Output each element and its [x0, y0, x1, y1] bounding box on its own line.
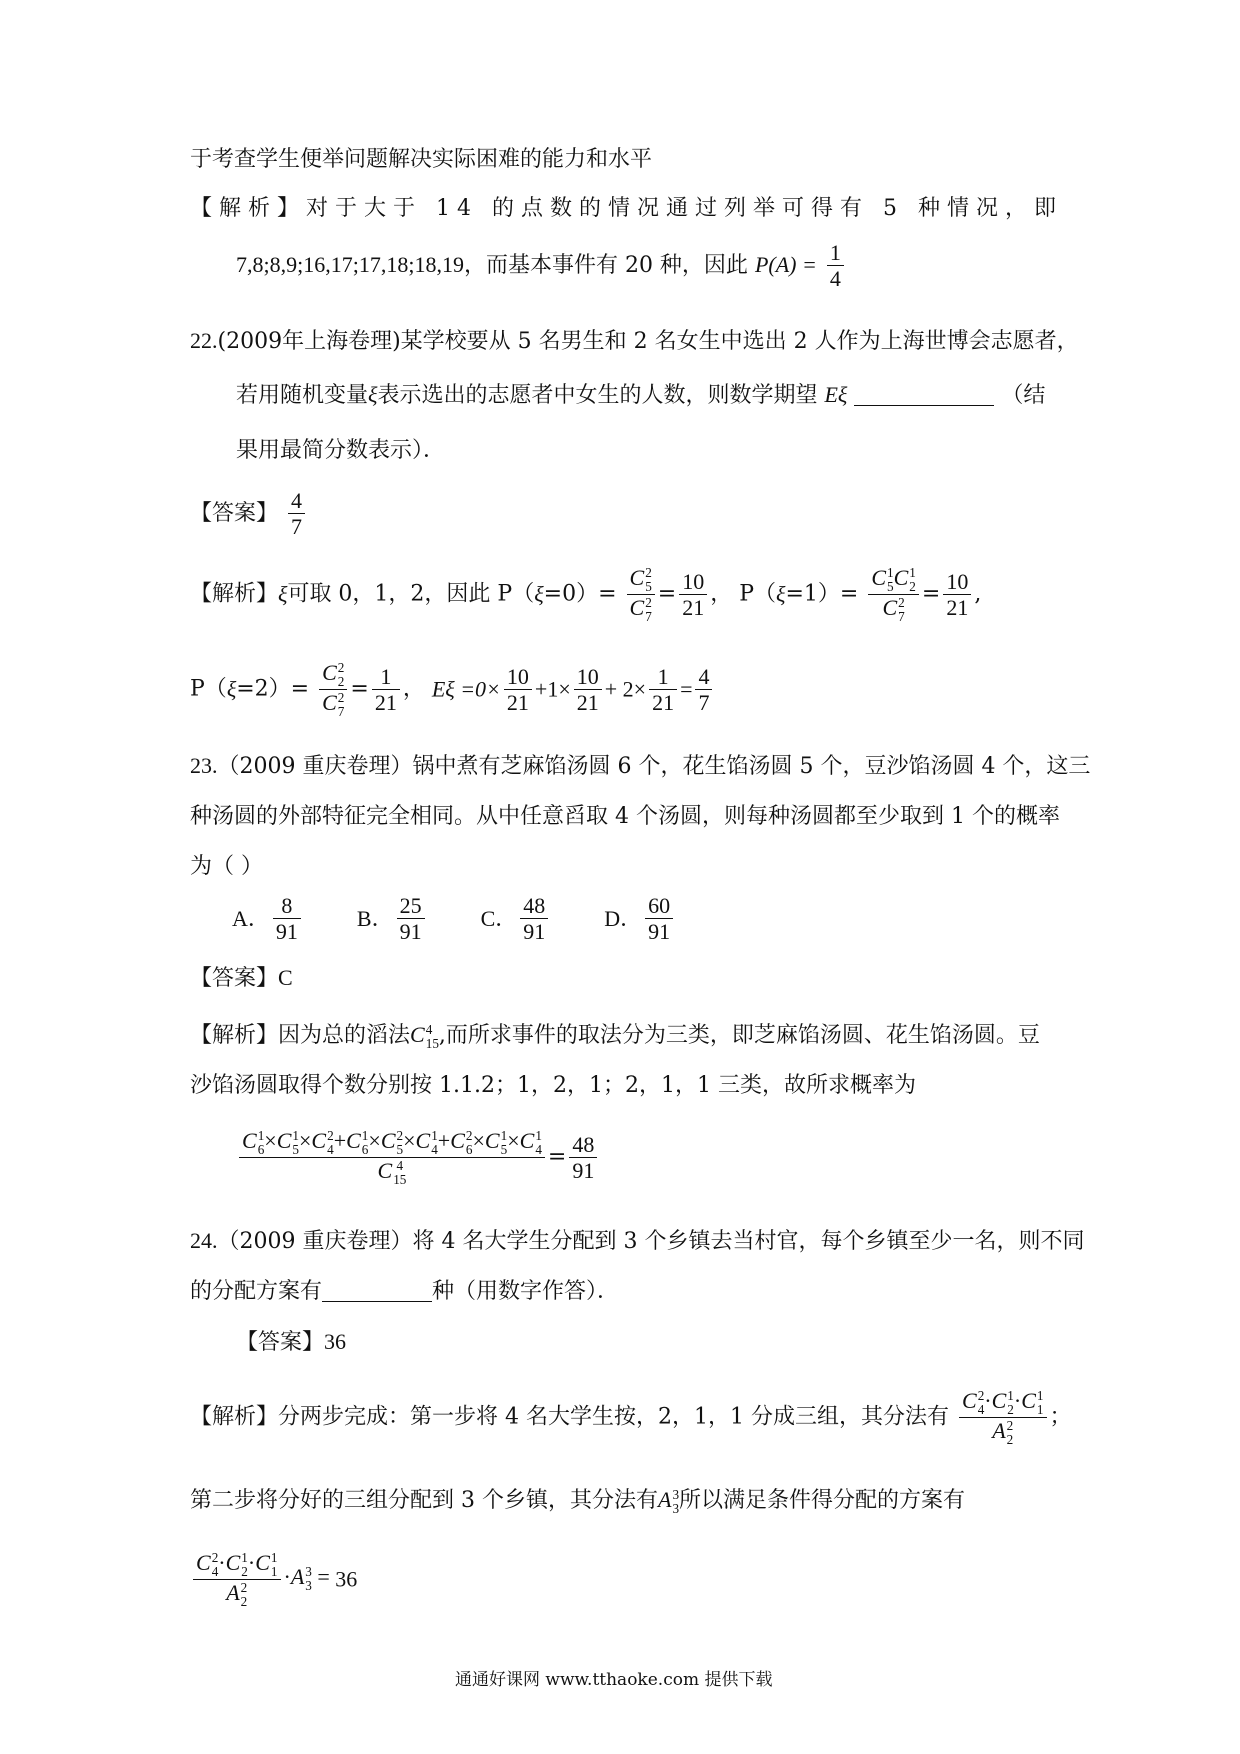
q23-line1	[190, 755, 1090, 778]
combination-fraction: C 1 6 ×C 1 5 ×C 2 4 +C 1 6 ×C 2 5 ×C 1 4 +C 2 6 ×C 1 5 ×C 1 4 C 4 15	[239, 1128, 545, 1187]
combination-fraction: C 1 5 C 1 2 C 2 7	[868, 565, 919, 624]
answer-label: 【答案】	[190, 500, 279, 526]
question-source: (2009年上海卷理)	[217, 329, 401, 354]
q23-line2: 种汤圆的外部特征完全相同。从中任意舀取 4 个汤圆，则每种汤圆都至少取到 1 个的概率	[190, 804, 1060, 829]
q24-line1	[190, 1230, 1084, 1253]
option-c: C． $\frac{48}{91}$	[481, 906, 552, 931]
combination-fraction: C 2 5 C 2 7	[627, 565, 655, 624]
fraction: $\frac{48}{91}$	[569, 1132, 597, 1184]
xi-symbol: ξ	[368, 382, 378, 407]
combination-fraction: C 2 4 ·C 1 2 ·C 1 1 A 2 2	[193, 1550, 281, 1609]
fraction: $\frac{1}{21}$	[372, 664, 400, 716]
q23-probability-formula: C 1 6 ×C 1 5 ×C 2 4 +C 1 6 ×C 2 5 ×C 1 4 +C 2 6 ×C 1 5 ×C 1 4 C 4 15 = $\frac{48}{91}$	[236, 1128, 600, 1187]
combination-fraction: C 2 2 C 2 7	[319, 660, 347, 719]
analysis-list: 7,8;8,9;16,17;17,18;18,19	[236, 251, 464, 277]
prob-expr: P(A) =	[754, 251, 817, 277]
question-source: （2009 重庆卷理）	[217, 1229, 413, 1254]
analysis-label: 【解析】	[190, 581, 279, 607]
q21-analysis-line1	[190, 198, 1063, 220]
question-text: 将 4 名大学生分配到 3 个乡镇去当村官，每个乡镇至少一名，则不同	[412, 1229, 1085, 1254]
answer-blank	[322, 1301, 432, 1302]
q21-analysis-line2	[236, 240, 847, 292]
q24-answer	[236, 1331, 346, 1354]
question-text: 锅中煮有芝麻馅汤圆 6 个，花生馅汤圆 5 个，豆沙馅汤圆 4 个，这三	[412, 754, 1091, 779]
fraction: $\frac{1}{4}$	[827, 240, 844, 292]
fraction: $\frac{10}{21}$	[574, 664, 602, 716]
question-source: （2009 重庆卷理）	[217, 754, 413, 779]
question-number: 22.	[190, 328, 218, 353]
final-result: 36	[335, 1566, 358, 1592]
intro-line: 于考查学生便举问题解决实际困难的能力和水平	[190, 147, 653, 172]
q23-analysis-line2: 沙馅汤圆取得个数分别按 1.1.2；1，2，1；2，1，1 三类，故所求概率为	[190, 1073, 916, 1098]
answer-label: 【答案】	[190, 966, 279, 991]
q22-line3: 果用最简分数表示）．	[236, 438, 446, 463]
q23-analysis-line1: 【解析】因为总的滔法C 4 15 ,而所求事件的取法分为三类，即芝麻馅汤圆、花生馅汤圆。豆	[190, 1021, 1040, 1051]
fraction: $\frac{4}{7}$	[695, 664, 712, 716]
q22-line1	[190, 330, 1079, 353]
fraction: $\frac{10}{21}$	[943, 569, 971, 621]
fraction: $\frac{1}{21}$	[649, 664, 677, 716]
answer-fraction: $\frac{4}{7}$	[288, 488, 305, 540]
option-a: A． $\frac{8}{91}$	[232, 906, 304, 931]
question-number: 24.	[190, 1228, 218, 1253]
question-text: 某学校要从 5 名男生和 2 名女生中选出 2 人作为上海世博会志愿者，	[400, 329, 1079, 354]
q23-answer	[190, 967, 293, 990]
answer-value: 36	[324, 1329, 347, 1354]
q24-analysis-line2: 第二步将分好的三组分配到 3 个乡镇，其分法有A 3 3 所以满足条件得分配的方案有	[190, 1486, 966, 1516]
q22-line2: 若用随机变量ξ表示选出的志愿者中女生的人数，则数学期望 Eξ （结	[236, 382, 1046, 408]
answer-label: 【答案】	[236, 1330, 325, 1355]
q23-line3: 为（ ）	[190, 854, 263, 879]
expectation-symbol: Eξ	[824, 382, 848, 407]
option-d: D． $\frac{60}{91}$	[604, 906, 676, 931]
analysis-label: 【解析】	[190, 1404, 279, 1430]
analysis-label: 【解析】	[190, 196, 307, 221]
q24-final-formula: C 2 4 ·C 1 2 ·C 1 1 A 2 2 ·A 3 3 = 36	[190, 1550, 357, 1609]
combination-fraction: C 2 4 ·C 1 2 ·C 1 1 A 2 2	[959, 1388, 1047, 1447]
question-number: 23.	[190, 753, 218, 778]
q22-analysis-line2: P（ξ=2）= C 2 2 C 2 7 = $\frac{1}{21}$ ， Eξ =0× $\frac{10}{21}$ +1× $\frac{10}{21}$ + 2× $\frac{1}{21}$ = $\frac{4}{7}$	[190, 660, 715, 719]
analysis-text: 对于大于 14 的点数的情况通过列举可得有 5 种情况，即	[306, 196, 1063, 221]
fraction: $\frac{10}{21}$	[679, 569, 707, 621]
answer-blank	[854, 405, 994, 406]
q22-analysis-line1: 【解析】ξ可取 0，1，2，因此 P（ξ=0）= C 2 5 C 2 7 = $\frac{10}{21}$ ， P（ξ=1）= C 1 5 C 1 2 C 2 7 = $\frac{10}{21}$ ,	[190, 565, 982, 624]
analysis-text-b: ，而基本事件有 20 种，因此	[463, 252, 748, 278]
answer-value: C	[278, 965, 293, 990]
footer-text: 通通好课网 www.tthaoke.com 提供下载	[455, 1670, 773, 1690]
fraction: $\frac{10}{21}$	[504, 664, 532, 716]
q23-options	[232, 893, 676, 945]
analysis-label: 【解析】	[190, 1022, 279, 1048]
q24-analysis-line1: 【解析】分两步完成：第一步将 4 名大学生按，2，1，1 分成三组，其分法有 C 2 4 ·C 1 2 ·C 1 1 A 2 2 ；	[190, 1388, 1072, 1447]
option-b: B． $\frac{25}{91}$	[357, 906, 428, 931]
q22-answer	[190, 488, 308, 540]
q24-line2: 的分配方案有 种（用数字作答）．	[190, 1279, 620, 1304]
